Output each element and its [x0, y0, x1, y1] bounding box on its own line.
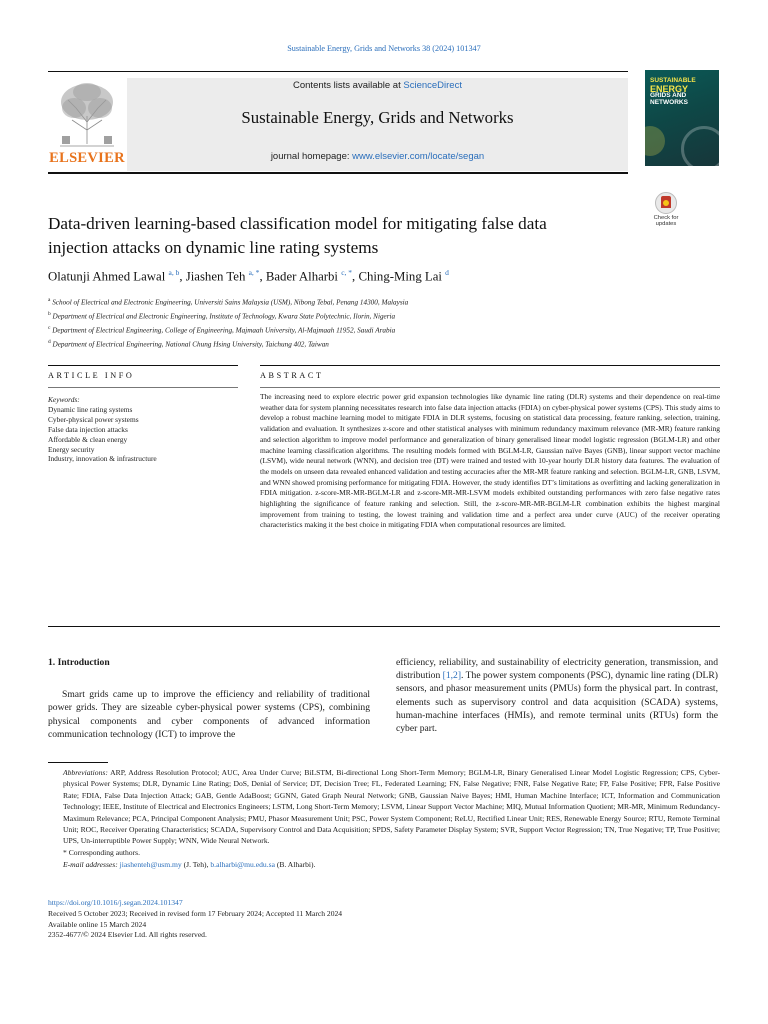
email-label: E-mail addresses: [63, 860, 118, 870]
cover-decoration-2 [645, 126, 665, 156]
abstract-bottom-rule [48, 626, 720, 627]
received-dates: Received 5 October 2023; Received in revised form 17 February 2024; Accepted 11 March 2024 [48, 908, 343, 918]
keyword-item: Dynamic line rating systems [48, 404, 133, 414]
copyright-line: 2352-4677/© 2024 Elsevier Ltd. All rights reserved. [48, 930, 207, 940]
keyword-item: Energy security [48, 444, 95, 454]
author-affil-marks[interactable]: d [445, 268, 449, 277]
intro-right-column [396, 656, 718, 735]
contents-available-line [127, 80, 628, 91]
affiliation-text: School of Electrical and Electronic Engineering, Universiti Sains Malaysia (USM), Nibong Tebal, Penang 14300, Malaysia [52, 298, 409, 307]
affiliation-item [48, 337, 668, 351]
author-affil-marks[interactable]: c, * [341, 268, 353, 277]
email-link-alharbi[interactable]: b.alharbi@mu.edu.sa [210, 860, 275, 870]
check-updates-label-2: updates [655, 221, 677, 228]
homepage-link[interactable]: www.elsevier.com/locate/segan [352, 151, 485, 162]
affiliation-mark: b [48, 310, 51, 317]
abbreviations-footnote [48, 767, 720, 847]
author-list: Olatunji Ahmed Lawal $^{a, b}$, Jiashen Teh $^{a, *}$, Bader Alharbi $^{c, *}$, Ching-Ming Lai $^d$ [48, 268, 449, 284]
affiliation-item [48, 309, 668, 323]
author-affil-marks[interactable]: a, b [168, 268, 180, 277]
check-updates-icon [655, 192, 677, 214]
keyword-item: Cyber-physical power systems [48, 414, 139, 424]
affiliation-text: Department of Electrical and Electronic Engineering, Institute of Technology, Kwara State Polytechnic, Ilorin, Nigeria [52, 312, 396, 321]
homepage-prefix: journal homepage: [270, 151, 353, 162]
intro-text-a: efficiency, reliability, and sustainability of electricity generation, transmission, and distribution [396, 657, 718, 682]
article-title-line-1: Data-driven learning-based classification model for mitigating false data [48, 214, 547, 233]
article-info-heading: ARTICLE INFO [48, 371, 135, 380]
check-updates-label [645, 215, 687, 227]
article-metadata [48, 898, 668, 941]
check-for-updates-button[interactable] [645, 192, 687, 230]
sciencedirect-link[interactable]: ScienceDirect [403, 80, 462, 91]
contents-prefix: Contents lists available at [293, 80, 404, 91]
cover-line-4: NETWORKS [650, 98, 688, 106]
article-info-mid-rule [48, 387, 238, 388]
affiliation-item [48, 323, 668, 337]
abstract-mid-rule [260, 387, 720, 388]
footnotes [48, 767, 720, 871]
keyword-item: False data injection attacks [48, 424, 128, 434]
journal-title[interactable]: Sustainable Energy, Grids and Networks [241, 108, 514, 127]
article-title-line-2: injection attacks on dynamic line rating systems [48, 238, 379, 257]
elsevier-wordmark: ELSEVIER [49, 150, 125, 166]
article-title [48, 212, 608, 260]
author-name[interactable]: Jiashen Teh [185, 269, 246, 284]
intro-paragraph-continued [396, 656, 718, 735]
affiliation-mark: d [48, 338, 51, 345]
abstract-top-rule [260, 365, 720, 366]
header-bottom-rule [48, 172, 628, 174]
intro-left-column [48, 656, 370, 741]
abstract-heading: ABSTRACT [260, 371, 324, 380]
author-name[interactable]: Bader Alharbi [265, 269, 338, 284]
reference-link[interactable]: [1,2] [442, 670, 462, 682]
email-addresses [48, 859, 720, 870]
author-name[interactable]: Olatunji Ahmed Lawal [48, 269, 166, 284]
affiliation-mark: c [48, 324, 51, 331]
abbreviations-heading: Abbreviations: [63, 768, 108, 777]
available-online-date: Available online 15 March 2024 [48, 919, 147, 929]
keyword-item: Industry, innovation & infrastructure [48, 454, 157, 464]
email-owner-alharbi: (B. Alharbi). [274, 860, 316, 870]
affiliation-text: Department of Electrical Engineering, National Chung Hsing University, Taichung 402, Taiwan [52, 340, 329, 349]
introduction-heading: 1. Introduction [48, 657, 110, 668]
journal-citation-link[interactable]: Sustainable Energy, Grids and Networks 38 (2024) 101347 [287, 44, 481, 53]
intro-text-b: . The power system components (PSC), dynamic line rating (DLR) sensors, and phasor measurement units (PMUs) form the physical part. In contrast, elements such as supervisory control and data acquisition (SCADA) systems, human-machine interfaces (HMIs), and remote terminal units (RTUs) form the cyber part. [396, 670, 718, 735]
affiliations [48, 295, 668, 351]
header-top-rule [48, 71, 628, 72]
affiliation-mark: a [48, 297, 51, 303]
affiliation-text: Department of Electrical Engineering, College of Engineering, Majmaah University, Al-Majmaah 11952, Saudi Arabia [52, 326, 396, 335]
author-name[interactable]: Ching-Ming Lai [358, 269, 442, 284]
cover-decoration [681, 126, 719, 166]
abstract-text: The increasing need to explore electric power grid expansion technologies like dynamic line rating (DLR) systems and their dependence on real-time weather data for system planning necessitates research into false data injection attacks (FDIA) on cyber-physical power systems (CPS). This study aims to develop a robust machine learning model to mitigate FDIA in DLR systems, focusing on statistical data processing, feature ranking, selection, training, validation and evaluation. It synthesizes z-score and other statistical analyses with minimum redundancy maximum relevance (MR-MR) feature ranking and selection algorithm to improve model performance and generalization of binary generalised linear model logistic regression (BGLM-LR) and other machine learning classification algorithms. The resulting models formed with BGLM-LR, Gaussian naïve Bayes (GNB), linear support vector machine (LSVM), wide neural network (WNN), and decision tree (DT) were trained and tested with 10-year hourly DLR history data features. The evaluation of the models on unseen data revealed enhanced validation and testing accuracies after the MR-MR feature ranking and selection. BGLM-LR, GNB, LSVM, and WNN showed promising performance for mitigating FDIA. However, the study identifies DT’s limitations as overfitting and lacking generalization in FDIA mitigation. z-score-MR-MR-BGLM-LR and z-score-MR-MR-LSVM models exhibited outstanding performances with zero false negative rates highlighting the significance of feature ranking and selection. Still, the z-score-MR-MR-BGLM-LR combination exhibits the highest marginal improvement from training to testing, the lowest training and validation time and a perfect area under curve (AUC) of the receiver operating characteristics making it the best choice in mitigating FDIA when computational resources are limited. [260, 392, 720, 530]
corresponding-authors-note: * Corresponding authors. [63, 847, 140, 857]
journal-cover-image[interactable] [645, 70, 719, 166]
cover-title [650, 78, 714, 106]
email-owner-teh: (J. Teh), [181, 860, 211, 870]
footnote-rule [48, 762, 108, 763]
keywords-heading: Keywords: [48, 395, 80, 404]
journal-homepage-line [127, 151, 628, 162]
affiliation-item [48, 295, 668, 309]
intro-paragraph: Smart grids came up to improve the efficiency and reliability of traditional power grids. They are sizeable cyber-physical power systems (CPS), combining physical components and cyber components of advanced information communication technology (ICT) to improve the [48, 689, 370, 740]
cover-line-2: ENERGY [650, 83, 689, 94]
cover-line-3: GRIDS AND [650, 92, 687, 100]
cover-line-1: SUSTAINABLE [650, 77, 696, 84]
abbreviations-text: ARP, Address Resolution Protocol; AUC, Area Under Curve; BiLSTM, Bi-directional Long Short-Term Memory; BGLM-LR, Binary Generalised Linear Model Logistic Regression; CPS, Cyber-physical Power Systems; DLR, Dynamic Line Rating; DoS, Denial of Service; DT, Decision Tree; FL, Federated Learning; FN, False Negative; FNR, False Negative Rate; FP, False Positive; FPR, False Positive Rate; FDIA, False Data Injection Attack; GAB, Gentle AdaBoost; GGNN, Gated Graph Neural Network; GNB, Gaussian Naive Bayes; HMI, Human Machine Interface; ICT, Information and Communication Technology; IEEE, Institute of Electrical and Electronics Engineers; LSTM, Long Short-Term Memory; LSVM, Linear Support Vector Machine; MIQ, Mutual Information Quotient; MR-MR, Minimum Redundancy-Maximum Relevance; PCA, Principal Component Analysis; PMU, Phasor Measurement Unit; PSC, Power System Component; ReLU, Rectified Linear Unit; RES, Renewable Energy Source; RTU, Remote Terminal Unit; ROC, Receiver Operating Characteristics; SCADA, Supervisory Control and Data Acquisition; SPDS, Safety Parameter Display System; SVR, Support Vector Regression; TN, True Negative; TP, True Positive; UPS, Un-interruptible Power Supply; WNN, Wide Neural Network. [63, 768, 720, 846]
author-affil-marks[interactable]: a, * [248, 268, 260, 277]
doi-link[interactable]: https://doi.org/10.1016/j.segan.2024.101347 [48, 898, 183, 907]
keyword-item: Affordable & clean energy [48, 434, 128, 444]
check-updates-label-1: Check for [653, 215, 679, 221]
article-info-top-rule [48, 365, 238, 366]
email-link-teh[interactable]: jiashenteh@usm.my [119, 860, 182, 870]
keywords-block [48, 395, 238, 464]
